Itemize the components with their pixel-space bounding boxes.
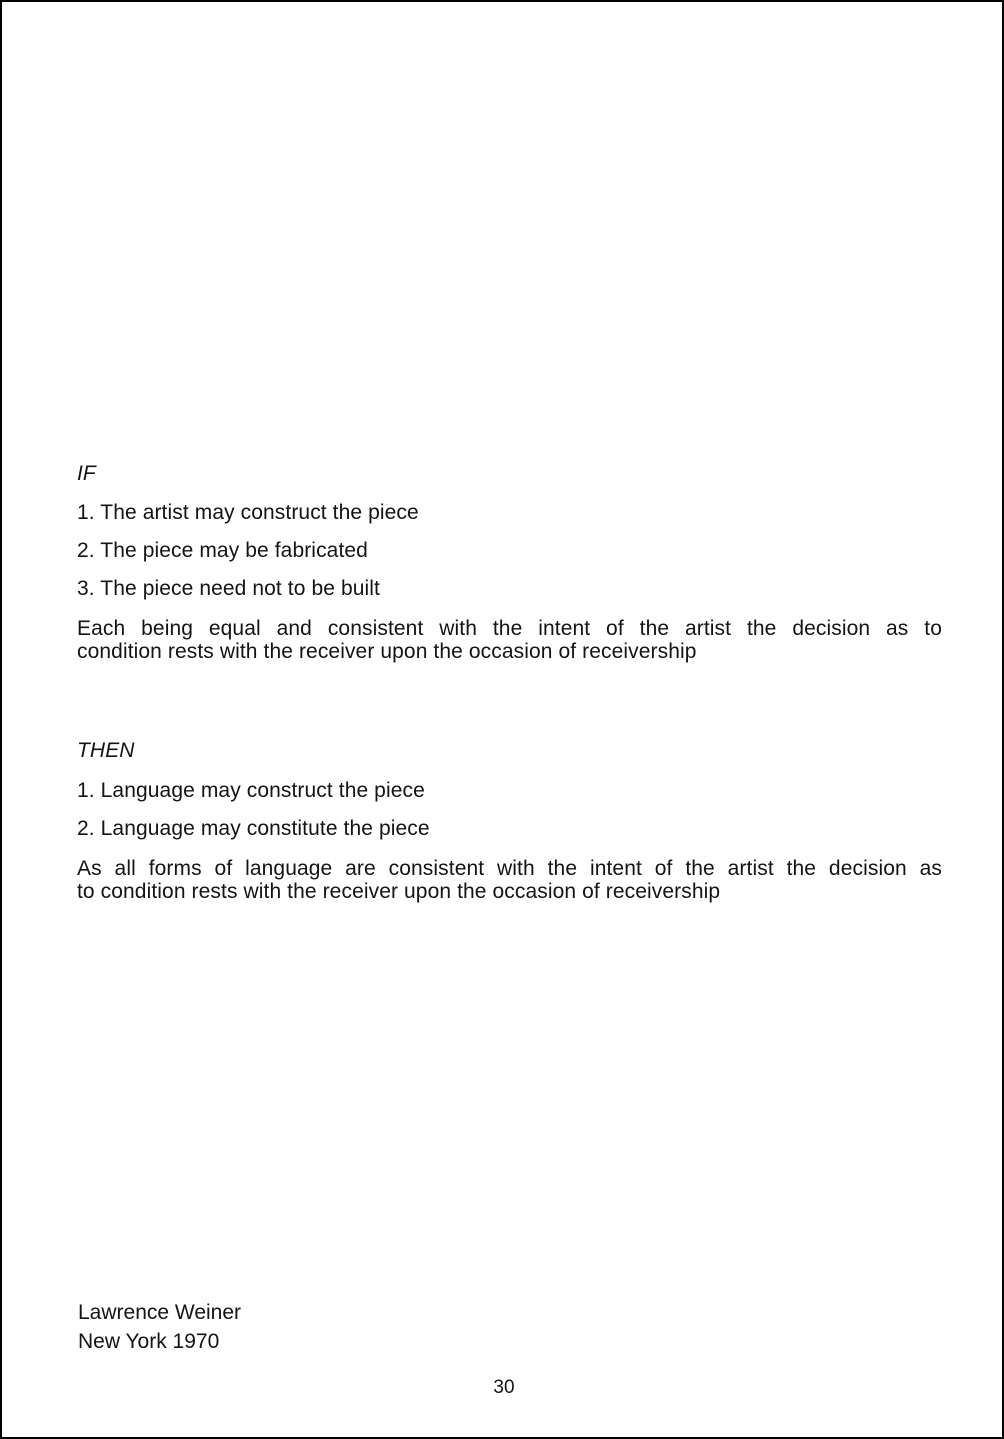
if-heading: IF xyxy=(77,462,96,485)
then-heading: THEN xyxy=(77,739,135,762)
if-paragraph-line-2: condition rests with the receiver upon the occasion of receivership xyxy=(77,640,697,663)
then-paragraph xyxy=(77,857,942,903)
then-paragraph-line-1: As all forms of language are consistent with the intent of the artist the decision as xyxy=(77,857,942,880)
then-paragraph-line-2: to condition rests with the receiver upon the occasion of receivership xyxy=(77,880,721,903)
then-item-1: 1. Language may construct the piece xyxy=(77,779,425,802)
if-paragraph-line-1: Each being equal and consistent with the intent of the artist the decision as to xyxy=(77,617,942,640)
page-number: 30 xyxy=(493,1377,515,1398)
signature-name: Lawrence Weiner xyxy=(78,1301,242,1324)
if-item-3: 3. The piece need not to be built xyxy=(77,577,380,600)
if-paragraph xyxy=(77,617,942,663)
if-item-2: 2. The piece may be fabricated xyxy=(77,539,368,562)
signature-place-date: New York 1970 xyxy=(78,1330,220,1353)
if-item-1: 1. The artist may construct the piece xyxy=(77,501,419,524)
then-item-2: 2. Language may constitute the piece xyxy=(77,817,430,840)
